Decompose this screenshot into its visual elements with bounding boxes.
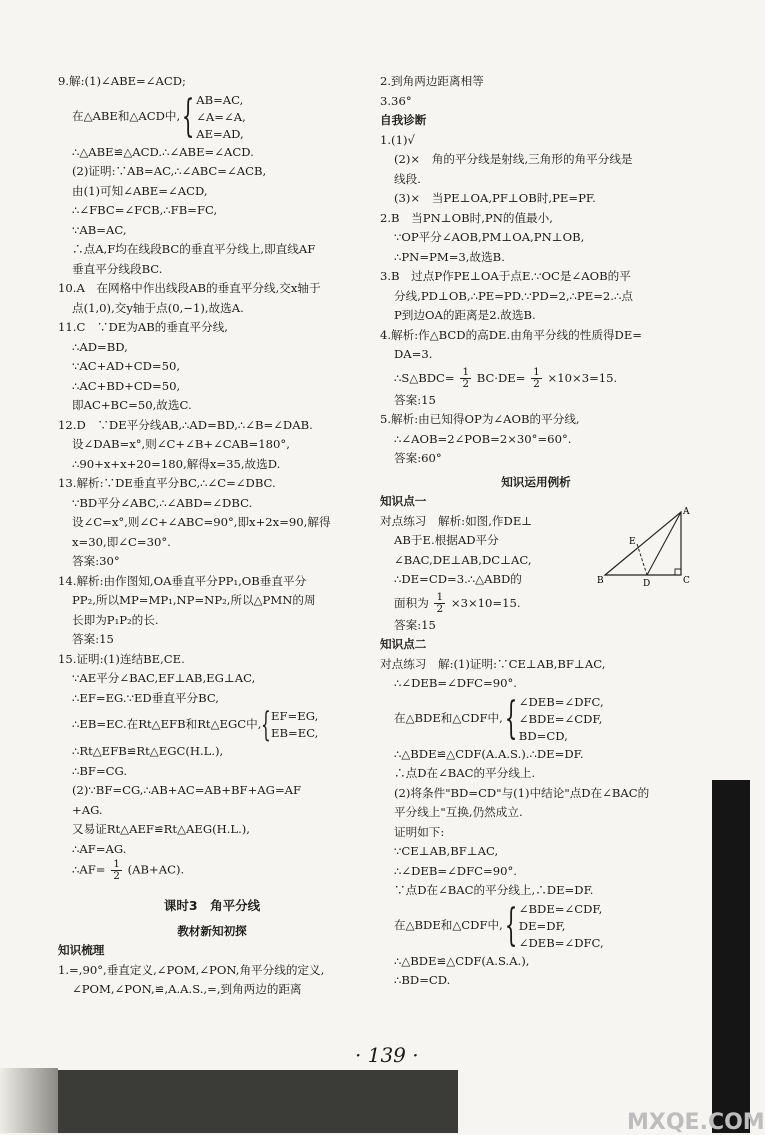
kp2-cond-2: ∠BDE=∠CDF, (518, 711, 603, 726)
fraction-denominator: 2 (436, 603, 444, 615)
kp2-cond-1: ∠BDE=∠CDF, (518, 901, 603, 916)
knowledge-point-1: 知识点一 (380, 494, 427, 508)
fraction (531, 367, 542, 390)
fraction-numerator: 1 (113, 858, 120, 870)
kp2-line: ∴△BDE≌△CDF(A.A.S.).∴DE=DF. (394, 746, 584, 761)
label-b: B (597, 576, 604, 586)
kp2-line: 平分线上"互换,仍然成立. (394, 805, 523, 819)
scan-dark-band (58, 1070, 458, 1133)
kp1-answer: 答案:15 (394, 617, 436, 632)
knowledge-heading: 知识梳理 (58, 943, 105, 957)
q15-final-lead: ∴AF= (72, 862, 106, 877)
fraction (460, 367, 471, 390)
kp2-system (380, 694, 692, 745)
q9-line: ∵AB=AC, (72, 222, 127, 237)
q9-line: 由(1)可知∠ABE=∠ACD, (72, 183, 208, 198)
diag-answer: 答案:60° (394, 451, 442, 465)
fraction-numerator: 1 (436, 591, 444, 603)
watermark: MXQE.COM (627, 1110, 765, 1135)
diag-line: 2.B 当PN⊥OB时,PN的值最小, (380, 210, 553, 225)
diag-line: 4.解析:作△BCD的高DE.由角平分线的性质得DE= (380, 327, 643, 342)
kp2-line: ∵CE⊥AB,BF⊥AC, (394, 844, 499, 858)
lesson-title: 课时3 角平分线 (163, 898, 261, 913)
left-brace-icon: { (504, 900, 518, 951)
q15-system (58, 705, 366, 745)
kp2-line: ∴∠DEB=∠DFC=90°. (394, 863, 517, 878)
q15-line: (2)∵BF=CG,∴AB+AC=AB+BF+AG=AF (72, 783, 302, 797)
kp2-line: ∴点D在∠BAC的平分线上. (394, 766, 536, 780)
q14-answer: 答案:15 (72, 632, 114, 646)
kp2-line: 证明如下: (394, 824, 445, 839)
q15-line: ∴Rt△EFB≌Rt△EGC(H.L.), (72, 744, 224, 758)
q15-final-tail: (AB+AC). (127, 862, 185, 877)
diag-line: 3.B 过点P作PE⊥OA于点E.∵OC是∠AOB的平 (380, 269, 631, 283)
q12-line: 12.D ∵DE平分线AB,∴AD=BD,∴∠B=∠DAB. (58, 417, 313, 432)
q13-line: 13.解析:∵DE垂直平分BC,∴∠C=∠DBC. (58, 476, 276, 490)
q15-cond-2: EB=EC, (271, 726, 319, 740)
area-lead: ∴S△BDC= (394, 370, 455, 385)
kp2-cond-3: ∠DEB=∠DFC, (518, 935, 604, 950)
kp1-line: ∠BAC,DE⊥AB,DC⊥AC, (394, 552, 532, 567)
fraction (111, 859, 122, 882)
area-tail: ×3×10=15. (450, 595, 521, 610)
fraction (434, 592, 445, 615)
right-angle-mark (675, 569, 681, 575)
diag-line: (3)× 当PE⊥OA,PF⊥OB时,PE=PF. (394, 191, 596, 205)
diag-line: 分线,PD⊥OB,∴PE=PD.∵PD=2,∴PE=2.∴点 (394, 288, 633, 303)
label-d: D (643, 579, 651, 589)
segment-ad (647, 512, 681, 575)
diag-line: DA=3. (394, 347, 433, 361)
q11-line: ∴AC+BD+CD=50, (72, 378, 181, 393)
kp2-cond-3: BD=CD, (518, 728, 568, 743)
q13-line: 设∠C=x°,则∠C+∠ABC=90°,即x+2x=90,解得 (72, 515, 331, 529)
left-brace-icon: { (181, 91, 195, 142)
kp2-line: (2)将条件"BD=CD"与(1)中结论"点D在∠BAC的 (394, 785, 650, 800)
q13-line: x=30,即∠C=30°. (72, 534, 171, 549)
q9-line: 9.解:(1)∠ABE=∠ACD; (58, 74, 186, 88)
kp2-line: ∴△BDE≌△CDF(A.S.A.), (394, 953, 530, 968)
fraction-numerator: 1 (462, 366, 470, 378)
q11-line: ∴AD=BD, (72, 339, 128, 354)
scan-shadow (0, 1068, 58, 1133)
q15-conditions (271, 708, 318, 742)
label-e: E (629, 537, 636, 547)
diag-line: 5.解析:由已知得OP为∠AOB的平分线, (380, 412, 580, 426)
kp2-line: ∴∠DEB=∠DFC=90°. (394, 676, 517, 690)
kp1-line: 对点练习 解析:如图,作DE⊥ (380, 513, 533, 528)
q11-line: 11.C ∵DE为AB的垂直平分线, (58, 320, 228, 334)
diag-line: ∴∠AOB=2∠POB=2×30°=60°. (394, 431, 572, 446)
q15-final-line (58, 859, 366, 882)
q9-line: ∴∠FBC=∠FCB,∴FB=FC, (72, 203, 218, 217)
q9-line: ∴△ABE≌△ACD.∴∠ABE=∠ACD. (72, 144, 254, 159)
knowledge-point-2: 知识点二 (380, 637, 427, 651)
q9-conditions (196, 92, 246, 143)
left-column (58, 72, 366, 1000)
diag-line: ∵OP平分∠AOB,PM⊥OA,PN⊥OB, (394, 230, 585, 244)
diag-line: 线段. (394, 171, 421, 186)
fraction-numerator: 1 (533, 366, 540, 378)
q15-cond-1: EF=EG, (271, 709, 319, 723)
scan-edge-strip (712, 780, 750, 1133)
kp2-cond-1: ∠DEB=∠DFC, (518, 694, 604, 709)
q14-line: 14.解析:由作图知,OA垂直平分PP₁,OB垂直平分 (58, 573, 307, 588)
section-subtitle: 教材新知初探 (177, 923, 247, 938)
kp1-line: AB于E.根据AD平分 (394, 533, 499, 547)
q9-cond-1: AB=AC, (196, 92, 244, 107)
area-mid: BC·DE= (476, 370, 526, 385)
label-a: A (683, 507, 690, 517)
q15-line: ∴EF=EG.∵ED垂直平分BC, (72, 690, 219, 705)
triangle-figure (597, 503, 697, 593)
q15-line: 15.证明:(1)连结BE,CE. (58, 651, 185, 666)
q13-answer: 答案:30° (72, 554, 120, 568)
knowledge-line: 1.=,90°,垂直定义,∠POM,∠PON,角平分线的定义, (58, 962, 325, 977)
q15-system-lead: ∴EB=EC.在Rt△EFB和Rt△EGC中, (72, 717, 262, 732)
q12-line: 设∠DAB=x°,则∠C+∠B+∠CAB=180°, (72, 437, 290, 451)
q12-line: ∴90+x+x+20=180,解得x=35,故选D. (72, 456, 281, 471)
q10-line: 10.A 在网格中作出线段AB的垂直平分线,交x轴于 (58, 281, 321, 295)
diag-area-line (380, 365, 692, 391)
q11-line: 即AC+BC=50,故选C. (72, 398, 192, 412)
q15-line: ∵AE平分∠BAC,EF⊥AB,EG⊥AC, (72, 671, 256, 685)
triangle-abc (605, 512, 681, 575)
q9-cond-3: AE=AD, (196, 126, 244, 141)
q15-line: ∴BF=CG. (72, 763, 128, 778)
diag-answer: 答案:15 (394, 392, 436, 407)
q9-cond-2: ∠A=∠A, (196, 109, 246, 124)
kp2-line: ∴BD=CD. (394, 973, 451, 987)
q14-line: PP₂,所以MP=MP₁,NP=NP₂,所以△PMN的周 (72, 593, 316, 607)
q10-line: 点(1,0),交y轴于点(0,−1),故选A. (72, 300, 244, 315)
q15-line: ∴AF=AG. (72, 841, 127, 856)
q9-line: ∴点A,F均在线段BC的垂直平分线上,即直线AF (72, 242, 316, 256)
page-number-dot-icon: · (412, 1043, 419, 1067)
diag-line: ∴PN=PM=3,故选B. (394, 249, 505, 264)
q9-line: (2)证明:∵AB=AC,∴∠ABC=∠ACB, (72, 164, 267, 178)
kp2-system-lead: 在△BDE和△CDF中, (394, 918, 503, 933)
page-number-value: 139 (367, 1043, 406, 1067)
diag-line: P到边OA的距离是2.故选B. (394, 308, 536, 322)
page-number-dot-icon: · (355, 1043, 362, 1067)
kp2-line: 对点练习 解:(1)证明:∵CE⊥AB,BF⊥AC, (380, 656, 606, 671)
q9-system (58, 92, 366, 143)
fraction-denominator: 2 (462, 378, 470, 390)
knowledge-line: ∠POM,∠PON,≌,A.A.S.,=,到角两边的距离 (72, 982, 302, 996)
kp2-conditions (519, 694, 604, 745)
kp2-line: ∵点D在∠BAC的平分线上,∴DE=DF. (394, 883, 594, 897)
kp2-system-2 (380, 901, 692, 952)
kp1-area-line (380, 590, 692, 616)
kp1-line: ∴DE=CD=3.∴△ABD的 (394, 572, 522, 586)
diag-line: (2)× 角的平分线是射线,三角形的角平分线是 (394, 152, 633, 166)
fraction-denominator: 2 (113, 870, 120, 882)
fraction-denominator: 2 (533, 378, 540, 390)
example-heading: 知识运用例析 (501, 474, 571, 489)
left-brace-icon: { (261, 705, 272, 745)
q15-line: +AG. (72, 802, 103, 817)
kp2-system-lead: 在△BDE和△CDF中, (394, 711, 503, 726)
left-brace-icon: { (504, 693, 518, 744)
label-c: C (683, 576, 690, 586)
area-lead: 面积为 (394, 595, 429, 610)
self-diagnosis-heading: 自我诊断 (380, 113, 427, 127)
diag-line: 1.(1)√ (380, 132, 415, 147)
kp2-cond-2: DE=DF, (518, 918, 566, 933)
q9-system-lead: 在△ABE和△ACD中, (72, 109, 181, 124)
segment-de (637, 544, 647, 575)
q13-line: ∵BD平分∠ABC,∴∠ABD=∠DBC. (72, 495, 253, 510)
q14-line: 长即为P₁P₂的长. (72, 612, 159, 627)
knowledge-line: 2.到角两边距离相等 (380, 74, 484, 88)
q11-line: ∵AC+AD+CD=50, (72, 359, 181, 373)
q9-line: 垂直平分线段BC. (72, 261, 163, 276)
q15-line: 又易证Rt△AEF≌Rt△AEG(H.L.), (72, 822, 250, 836)
page-number (355, 1043, 419, 1067)
kp2-conditions (519, 901, 604, 952)
area-tail: ×10×3=15. (547, 370, 618, 385)
knowledge-line: 3.36° (380, 93, 412, 108)
